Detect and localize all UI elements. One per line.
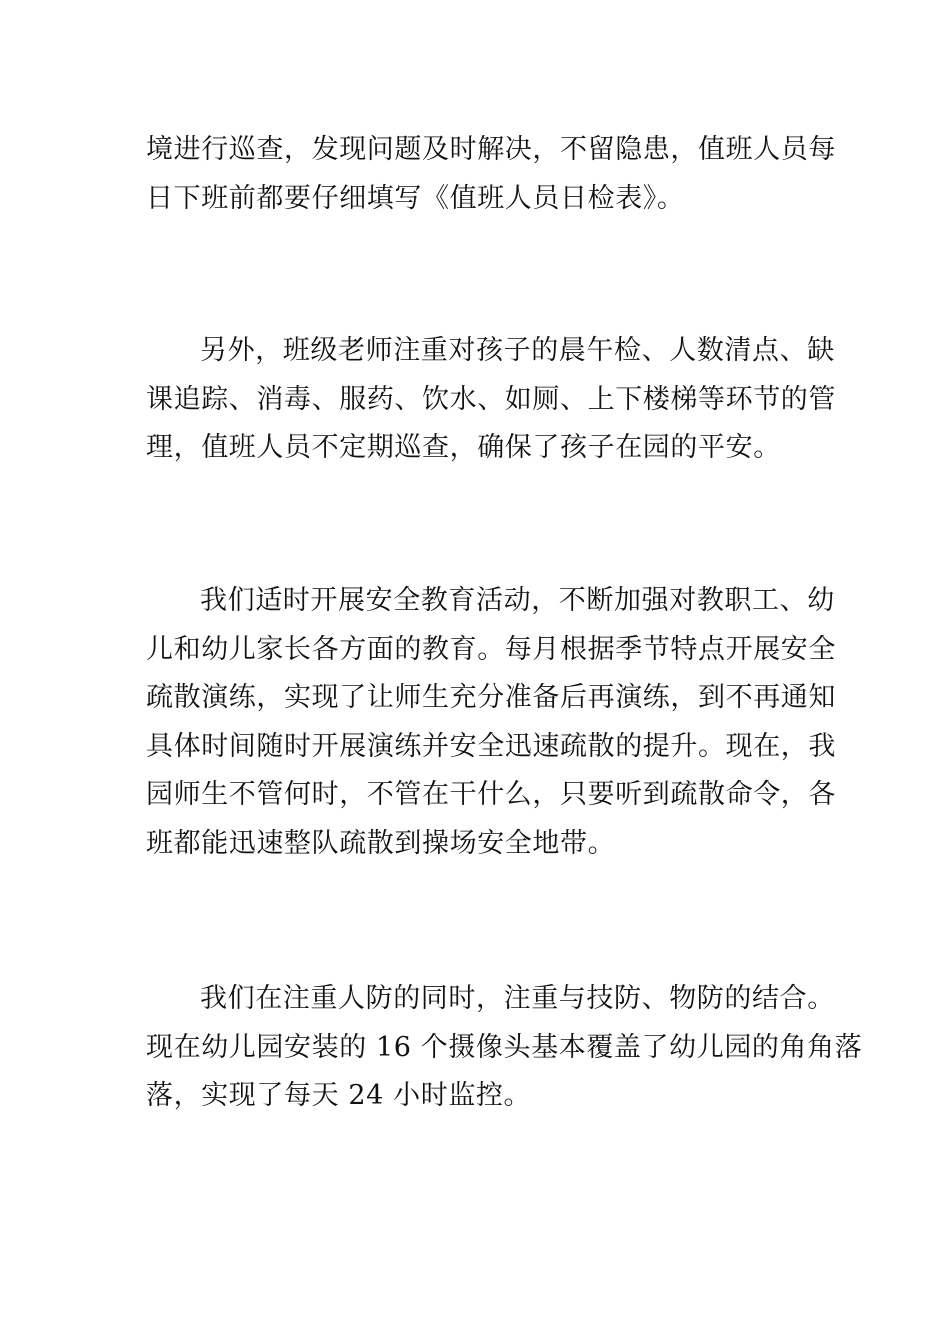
paragraph-line: 现在幼儿园安装的 16 个摄像头基本覆盖了幼儿园的角角落 <box>146 1031 863 1063</box>
paragraph-line: 我们在注重人防的同时，注重与技防、物防的结合。 <box>200 983 835 1014</box>
paragraph-line: 落，实现了每天 24 小时监控。 <box>146 1080 532 1111</box>
paragraph-line: 儿和幼儿家长各方面的教育。每月根据季节特点开展安全 <box>146 633 836 665</box>
paragraph-1 <box>146 126 836 223</box>
paragraph-line: 日下班前都要仔细填写《值班人员日检表》。 <box>146 182 685 214</box>
paragraph-2 <box>146 327 836 473</box>
paragraph-line: 具体时间随时开展演练并安全迅速疏散的提升。现在，我 <box>146 730 836 762</box>
paragraph-line: 园师生不管何时，不管在干什么，只要听到疏散命令，各 <box>146 779 836 810</box>
paragraph-3 <box>146 577 836 868</box>
paragraph-line: 我们适时开展安全教育活动，不断加强对教职工、幼 <box>200 585 835 616</box>
paragraph-line: 理，值班人员不定期巡查，确保了孩子在园的平安。 <box>146 432 781 463</box>
paragraph-line: 境进行巡查，发现问题及时解决，不留隐患，值班人员每 <box>146 134 836 165</box>
paragraph-4 <box>146 975 863 1121</box>
paragraph-line: 班都能迅速整队疏散到操场安全地带。 <box>146 827 616 859</box>
paragraph-line: 课追踪、消毒、服药、饮水、如厕、上下楼梯等环节的管 <box>146 383 836 415</box>
paragraph-line: 另外，班级老师注重对孩子的晨午检、人数清点、缺 <box>200 335 835 366</box>
paragraph-line: 疏散演练，实现了让师生充分准备后再演练，到不再通知 <box>146 682 836 713</box>
